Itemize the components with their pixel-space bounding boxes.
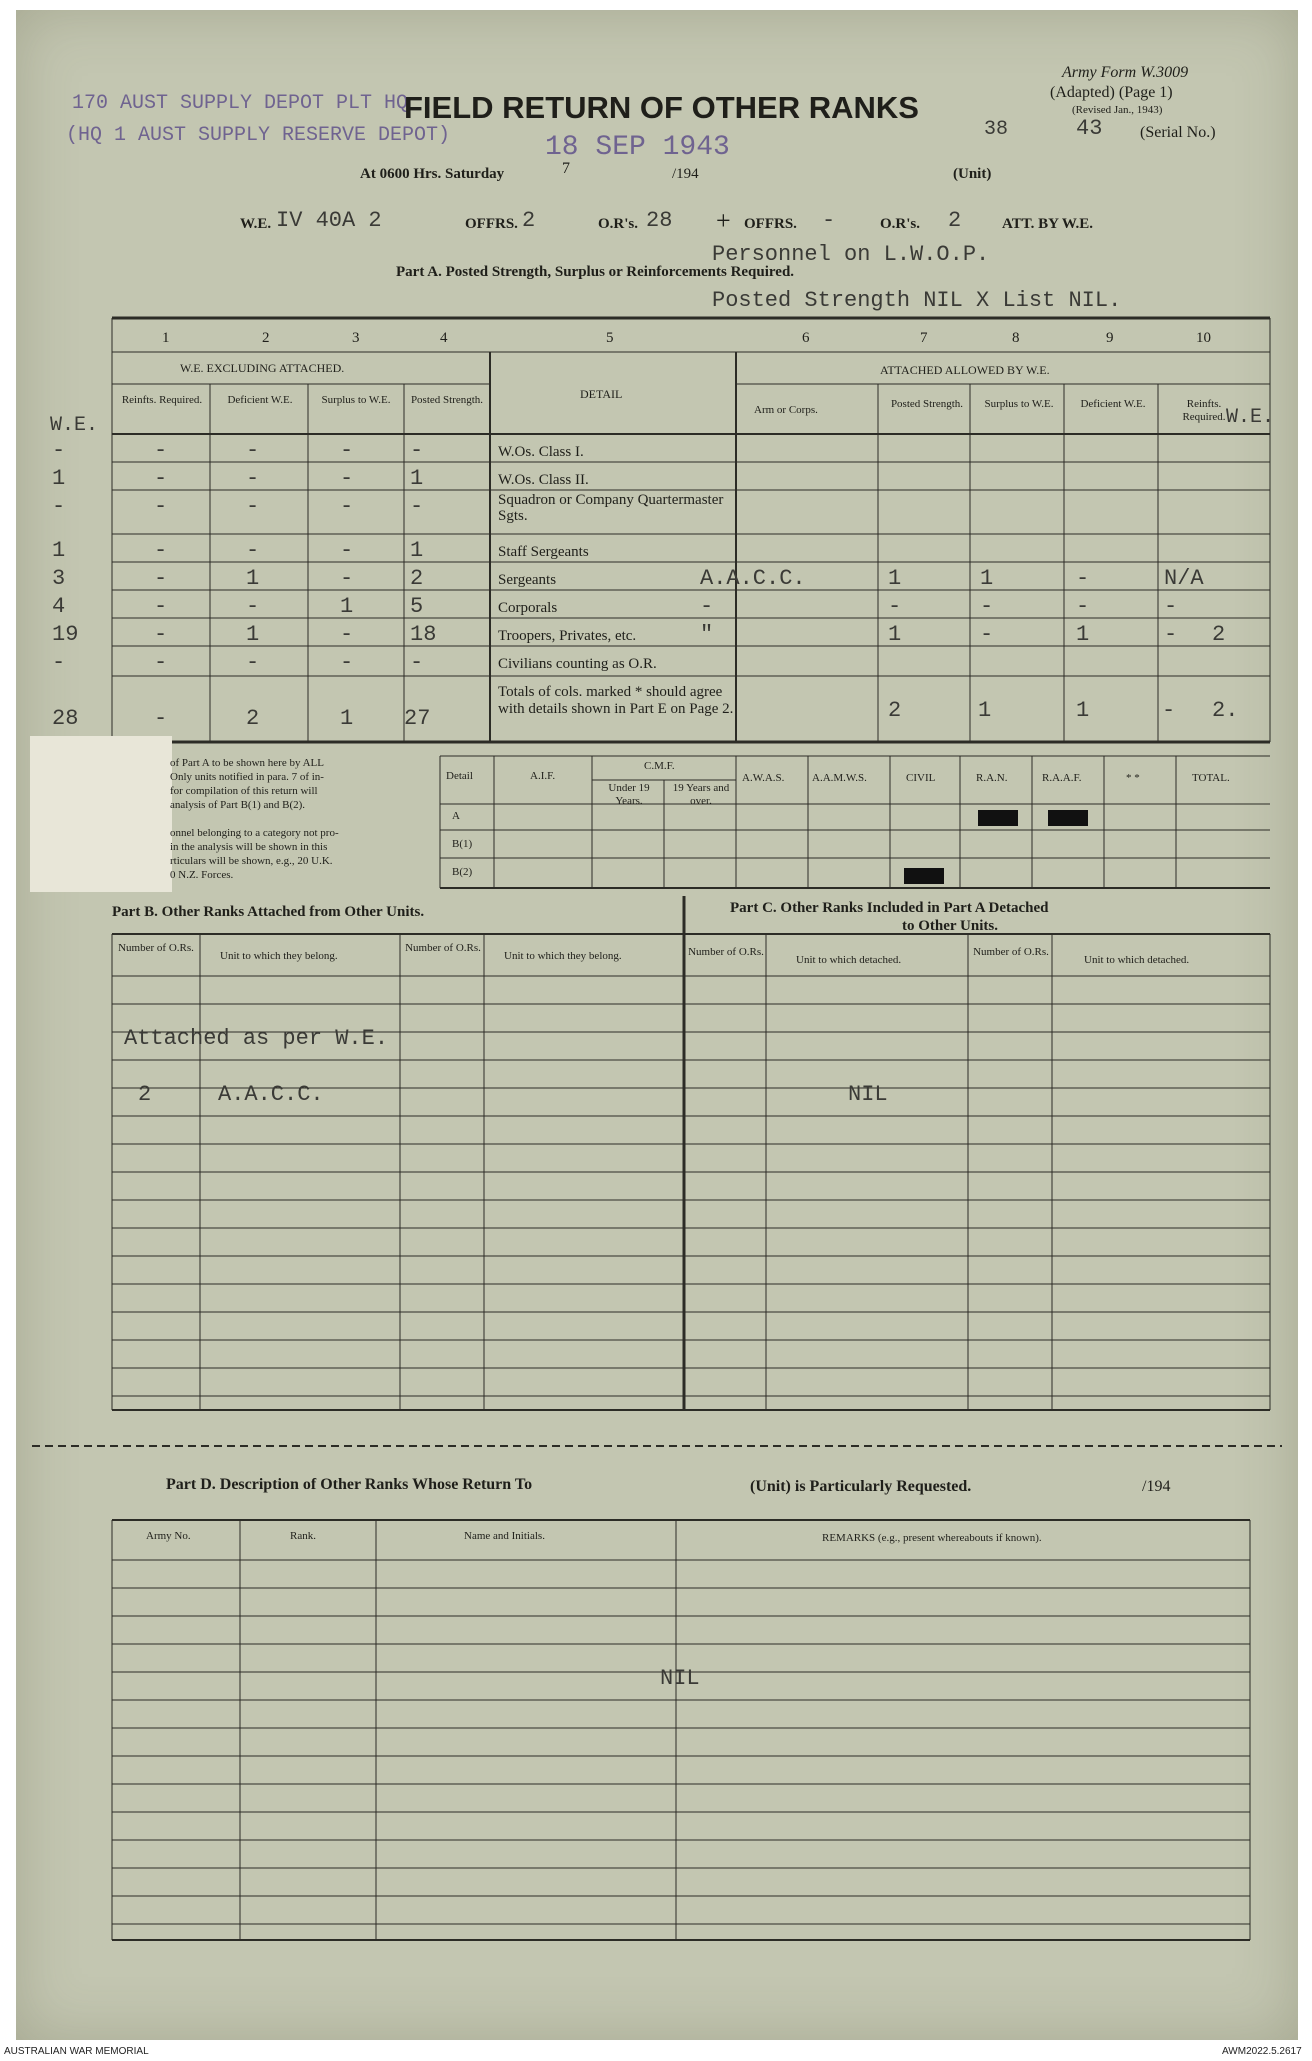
analysis-h-awas: A.W.A.S. bbox=[742, 772, 785, 784]
row-c7: - bbox=[888, 594, 902, 619]
ors2-label: O.R's. bbox=[880, 216, 921, 232]
margin-we-right: W.E. bbox=[1226, 406, 1275, 429]
row-detail: W.Os. Class II. bbox=[498, 472, 589, 488]
part-c-title-1: Part C. Other Ranks Included in Part A Detached bbox=[730, 900, 1049, 916]
form-title: FIELD RETURN OF OTHER RANKS bbox=[404, 90, 919, 125]
analysis-h-cmf: C.M.F. bbox=[644, 760, 675, 772]
col-number-7: 7 bbox=[920, 330, 928, 346]
row-c4: - bbox=[410, 650, 424, 675]
part-b-entry-unit: A.A.C.C. bbox=[218, 1082, 324, 1107]
row-c10: N/A bbox=[1164, 566, 1204, 591]
row-c1: - bbox=[154, 466, 168, 491]
row-c1: - bbox=[154, 594, 168, 619]
row-c4: 5 bbox=[410, 594, 424, 619]
row-c7: 1 bbox=[888, 566, 902, 591]
part-c-title-2: to Other Units. bbox=[902, 918, 998, 934]
row-detail: Sergeants bbox=[498, 572, 557, 588]
totals-c3: 1 bbox=[340, 706, 354, 731]
row-we: - bbox=[52, 494, 66, 519]
part-c-h-unit-2: Unit to which detached. bbox=[1084, 954, 1190, 966]
part-b-h-unit-1: Unit to which they belong. bbox=[220, 950, 338, 962]
redaction-civil bbox=[904, 868, 944, 884]
row-we: 1 bbox=[52, 538, 66, 563]
col-header-reinfts: Reinfts. Required. bbox=[121, 394, 203, 406]
analysis-row-a: A bbox=[452, 810, 460, 822]
col-number-5: 5 bbox=[606, 330, 614, 346]
col-number-3: 3 bbox=[352, 330, 360, 346]
at-hours-label: At 0600 Hrs. Saturday bbox=[360, 166, 505, 182]
part-d-h-rank: Rank. bbox=[290, 1530, 316, 1542]
row-c8: - bbox=[980, 594, 994, 619]
part-d-title: Part D. Description of Other Ranks Whose Return To bbox=[166, 1476, 533, 1493]
part-b-h-unit-2: Unit to which they belong. bbox=[504, 950, 622, 962]
col-number-9: 9 bbox=[1106, 330, 1114, 346]
row-c2: - bbox=[246, 538, 260, 563]
row-arm: " bbox=[700, 622, 714, 647]
part-b-h-num-2: Number of O.Rs. bbox=[405, 942, 481, 954]
row-c2: - bbox=[246, 594, 260, 619]
analysis-note-line: 0 N.Z. Forces. bbox=[170, 869, 234, 881]
row-we-right: 2 bbox=[1212, 622, 1226, 647]
row-c10: - bbox=[1164, 622, 1178, 647]
totals-c2: 2 bbox=[246, 706, 260, 731]
row-c7: 1 bbox=[888, 622, 902, 647]
totals-c7: 2 bbox=[888, 698, 902, 723]
part-b-h-num-1: Number of O.Rs. bbox=[118, 942, 194, 954]
totals-we: 28 bbox=[52, 706, 79, 731]
analysis-note-line: for compilation of this return will bbox=[170, 785, 318, 797]
row-c2: 1 bbox=[246, 566, 260, 591]
part-c-h-num-2: Number of O.Rs. bbox=[973, 946, 1049, 958]
analysis-row-b1: B(1) bbox=[452, 838, 473, 850]
row-c9: 1 bbox=[1076, 622, 1090, 647]
totals-c4: 27 bbox=[404, 706, 431, 731]
totals-c8: 1 bbox=[978, 698, 992, 723]
unit-stamp-line1: 170 AUST SUPPLY DEPOT PLT HQ bbox=[72, 92, 409, 115]
col-header-posted-att: Posted Strength. bbox=[890, 398, 964, 410]
row-c3: - bbox=[340, 438, 354, 463]
row-c3: - bbox=[340, 650, 354, 675]
analysis-h-civil: CIVIL bbox=[906, 772, 936, 784]
ors-value: 28 bbox=[646, 208, 673, 233]
serial-prefix: 38 bbox=[984, 118, 1009, 141]
totals-detail: Totals of cols. marked * should agree with details shown in Part E on Page 2. bbox=[498, 684, 734, 717]
form-revised: (Revised Jan., 1943) bbox=[1072, 104, 1163, 116]
row-c3: - bbox=[340, 538, 354, 563]
row-we: 1 bbox=[52, 466, 66, 491]
analysis-note-line: in the analysis will be shown in this bbox=[170, 841, 328, 853]
group-attached-allowed: ATTACHED ALLOWED BY W.E. bbox=[880, 363, 1050, 377]
row-c4: - bbox=[410, 494, 424, 519]
part-c-h-num-1: Number of O.Rs. bbox=[688, 946, 764, 958]
pasted-paper-slip bbox=[30, 736, 172, 892]
footer-institution: AUSTRALIAN WAR MEMORIAL bbox=[4, 2046, 149, 2057]
row-c3: - bbox=[340, 494, 354, 519]
part-d-h-name: Name and Initials. bbox=[464, 1530, 545, 1542]
row-detail: Squadron or Company Quartermaster Sgts. bbox=[498, 492, 724, 524]
part-d-date: /194 bbox=[1142, 1478, 1171, 1495]
offrs2-label: OFFRS. bbox=[744, 216, 797, 232]
we-label: W.E. bbox=[240, 216, 272, 232]
serial-label: (Serial No.) bbox=[1140, 124, 1216, 141]
row-c1: - bbox=[154, 494, 168, 519]
row-c3: - bbox=[340, 622, 354, 647]
date-year: /194 bbox=[672, 166, 699, 182]
row-we: 3 bbox=[52, 566, 66, 591]
analysis-note-line: Only units notified in para. 7 of in- bbox=[170, 771, 324, 783]
form-number: Army Form W.3009 bbox=[1062, 64, 1189, 81]
col-number-8: 8 bbox=[1012, 330, 1020, 346]
part-b-entry-num: 2 bbox=[138, 1082, 152, 1107]
row-c4: 1 bbox=[410, 538, 424, 563]
analysis-h-19over: 19 Years and over. bbox=[672, 782, 730, 807]
col-header-reinfts-att: Reinfts. Required. bbox=[1182, 398, 1226, 423]
part-c-h-unit-1: Unit to which detached. bbox=[796, 954, 902, 966]
row-c2: - bbox=[246, 494, 260, 519]
serial-value: 43 bbox=[1076, 116, 1103, 141]
row-c3: - bbox=[340, 566, 354, 591]
col-number-1: 1 bbox=[162, 330, 170, 346]
margin-we-left: W.E. bbox=[50, 414, 99, 437]
col-header-arm: Arm or Corps. bbox=[754, 404, 818, 416]
row-c1: - bbox=[154, 538, 168, 563]
offrs-label: OFFRS. bbox=[465, 216, 518, 232]
part-b-title: Part B. Other Ranks Attached from Other Units. bbox=[112, 904, 425, 920]
offrs-value: 2 bbox=[522, 208, 536, 233]
date-stamp: 18 SEP 1943 bbox=[545, 132, 730, 163]
group-we-excluding: W.E. EXCLUDING ATTACHED. bbox=[180, 361, 345, 375]
row-c8: 1 bbox=[980, 566, 994, 591]
row-c3: - bbox=[340, 466, 354, 491]
col-number-6: 6 bbox=[802, 330, 810, 346]
row-we: - bbox=[52, 438, 66, 463]
row-c9: - bbox=[1076, 594, 1090, 619]
analysis-note-line: rticulars will be shown, e.g., 20 U.K. bbox=[170, 855, 333, 867]
col-header-posted: Posted Strength. bbox=[410, 394, 484, 406]
redaction-ran bbox=[978, 810, 1018, 826]
row-arm: - bbox=[700, 594, 714, 619]
row-c8: - bbox=[980, 622, 994, 647]
analysis-h-detail: Detail bbox=[446, 770, 473, 782]
row-c1: - bbox=[154, 566, 168, 591]
row-c2: - bbox=[246, 438, 260, 463]
totals-c1: - bbox=[154, 706, 168, 731]
ors-label: O.R's. bbox=[598, 216, 639, 232]
we-value: IV 40A 2 bbox=[276, 208, 382, 233]
analysis-h-aamws: A.A.M.W.S. bbox=[812, 772, 867, 784]
analysis-row-b2: B(2) bbox=[452, 866, 473, 878]
row-c2: 1 bbox=[246, 622, 260, 647]
row-we: 4 bbox=[52, 594, 66, 619]
analysis-h-raaf: R.A.A.F. bbox=[1042, 772, 1082, 784]
analysis-h-stars: * * bbox=[1126, 772, 1140, 784]
ors2-value: 2 bbox=[948, 208, 962, 233]
footer-accession: AWM2022.5.2617 bbox=[1222, 2046, 1302, 2057]
analysis-note-line bbox=[170, 812, 339, 826]
row-we: - bbox=[52, 650, 66, 675]
part-d-entry: NIL bbox=[660, 1666, 700, 1691]
att-label: ATT. BY W.E. bbox=[1002, 216, 1094, 232]
analysis-note-line: analysis of Part B(1) and B(2). bbox=[170, 799, 306, 811]
row-we: 19 bbox=[52, 622, 79, 647]
row-c1: - bbox=[154, 650, 168, 675]
row-detail: Corporals bbox=[498, 600, 558, 616]
row-c1: - bbox=[154, 622, 168, 647]
date-day: 7 bbox=[562, 160, 570, 177]
analysis-notes bbox=[170, 756, 339, 882]
unit-stamp-line2: (HQ 1 AUST SUPPLY RESERVE DEPOT) bbox=[66, 124, 451, 147]
col-number-4: 4 bbox=[440, 330, 448, 346]
offrs2-value: - bbox=[822, 208, 836, 233]
plus-sign: + bbox=[716, 206, 731, 235]
col-number-10: 10 bbox=[1196, 330, 1211, 346]
row-detail: W.Os. Class I. bbox=[498, 444, 584, 460]
totals-c10: - bbox=[1162, 698, 1176, 723]
analysis-note-line: onnel belonging to a category not pro- bbox=[170, 827, 339, 839]
col-header-deficient: Deficient W.E. bbox=[227, 394, 293, 406]
analysis-h-total: TOTAL. bbox=[1192, 772, 1230, 784]
analysis-note-line: of Part A to be shown here by ALL bbox=[170, 757, 324, 769]
part-d-title-tail: (Unit) is Particularly Requested. bbox=[750, 1478, 972, 1495]
row-c3: 1 bbox=[340, 594, 354, 619]
redaction-raaf bbox=[1048, 810, 1088, 826]
posted-strength-note: Posted Strength NIL X List NIL. bbox=[712, 288, 1122, 313]
analysis-h-under19: Under 19 Years. bbox=[608, 782, 650, 807]
totals-we-right: 2. bbox=[1212, 698, 1239, 723]
row-detail: Staff Sergeants bbox=[498, 544, 589, 560]
row-detail: Civilians counting as O.R. bbox=[498, 656, 657, 672]
row-c9: - bbox=[1076, 566, 1090, 591]
row-detail: Troopers, Privates, etc. bbox=[498, 628, 637, 644]
row-c2: - bbox=[246, 466, 260, 491]
row-c1: - bbox=[154, 438, 168, 463]
part-d-h-remarks: REMARKS (e.g., present whereabouts if known). bbox=[822, 1532, 1042, 1544]
unit-label: (Unit) bbox=[953, 166, 992, 182]
col-number-2: 2 bbox=[262, 330, 270, 346]
row-arm: A.A.C.C. bbox=[700, 566, 806, 591]
totals-c9: 1 bbox=[1076, 698, 1090, 723]
row-c10: - bbox=[1164, 594, 1178, 619]
part-b-note: Attached as per W.E. bbox=[124, 1026, 389, 1051]
row-c2: - bbox=[246, 650, 260, 675]
col-header-detail: DETAIL bbox=[580, 387, 623, 401]
part-a-title: Part A. Posted Strength, Surplus or Reinforcements Required. bbox=[396, 264, 795, 280]
row-c4: 1 bbox=[410, 466, 424, 491]
row-c4: 2 bbox=[410, 566, 424, 591]
col-header-deficient-att: Deficient W.E. bbox=[1080, 398, 1146, 410]
row-c4: - bbox=[410, 438, 424, 463]
analysis-h-ran: R.A.N. bbox=[976, 772, 1008, 784]
col-header-surplus: Surplus to W.E. bbox=[321, 394, 391, 406]
lwop-note: Personnel on L.W.O.P. bbox=[712, 242, 990, 267]
part-d-h-army: Army No. bbox=[146, 1530, 191, 1542]
form-adapted: (Adapted) (Page 1) bbox=[1050, 84, 1173, 101]
col-header-surplus-att: Surplus to W.E. bbox=[984, 398, 1054, 410]
part-c-entry: NIL bbox=[848, 1082, 888, 1107]
row-c4: 18 bbox=[410, 622, 437, 647]
analysis-h-aif: A.I.F. bbox=[530, 770, 556, 782]
